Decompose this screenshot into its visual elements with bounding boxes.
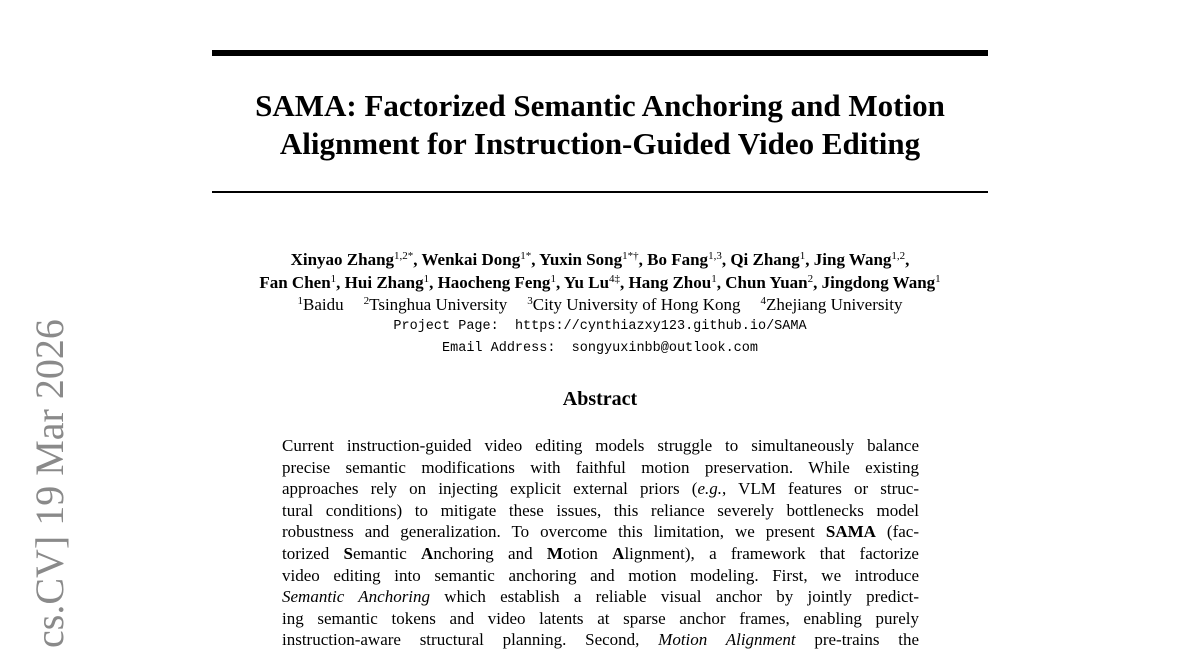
author: [438, 273, 556, 292]
author: [539, 250, 639, 269]
author: [291, 250, 414, 269]
abstract-text: S: [343, 543, 353, 563]
author-affiliation-mark: 1: [711, 273, 717, 285]
abstract-text: instruction-aware structural planning. Second,: [282, 630, 659, 650]
abstract-text: lignment), a framework that factorize: [624, 543, 919, 563]
abstract-text: pre-trains the: [795, 630, 919, 650]
abstract-text: , VLM features or struc-: [722, 479, 919, 499]
paper-title: [150, 87, 1050, 163]
affiliation: [761, 295, 903, 314]
paper-title-line-1: SAMA: Factorized Semantic Anchoring and Motion: [255, 88, 945, 123]
author-name: Jingdong Wang: [821, 273, 936, 292]
author-name: Hui Zhang: [344, 273, 424, 292]
project-page-url[interactable]: https://cynthiazxy123.github.io/SAMA: [514, 319, 807, 334]
author-line-2: Fan Chen$^1$, Hui Zhang$^1$, Haocheng Feng$^1$, Yu $Lu^{4\ddagger}$, Hang Zhou$^1$, Chun Yuan$^2$, Jingdong Wang$^1$: [259, 273, 941, 292]
affiliation-name: Baidu: [303, 295, 344, 314]
abstract-text: which establish a reliable visual anchor by jointly predict-: [430, 587, 919, 607]
author-affiliation-mark: 1: [799, 250, 806, 262]
author-affiliation-mark: 2: [807, 273, 814, 285]
author-name: Bo Fang: [647, 250, 709, 269]
email-value[interactable]: songyuxinbb@outlook.com: [571, 341, 758, 356]
author-name: Jing Wang: [813, 250, 892, 269]
affiliation-list: [120, 294, 1080, 316]
author: [564, 273, 620, 292]
author: [345, 273, 429, 292]
abstract-text: (fac-: [875, 522, 919, 542]
abstract-text: Current instruction-guided video editing models struggle to simultaneously balance: [282, 436, 919, 455]
abstract-text: e.g.: [697, 479, 723, 499]
abstract-text: approaches rely on injecting explicit external priors (: [282, 479, 698, 499]
author-name: Yu Lu: [563, 273, 610, 292]
email-label: Email Address:: [442, 341, 556, 356]
affiliation-name: City University of Hong Kong: [532, 295, 741, 314]
abstract-heading: Abstract: [562, 388, 638, 410]
abstract-line: [282, 457, 919, 479]
author-name: Hang Zhou: [628, 273, 712, 292]
author-name: Xinyao Zhang: [290, 250, 395, 269]
arxiv-side-stamp: cs.CV] 19 Mar 2026: [27, 319, 72, 648]
abstract-text: SAMA: [825, 522, 876, 542]
author: [647, 250, 722, 269]
author-name: Chun Yuan: [725, 273, 808, 292]
abstract-line: [282, 586, 919, 608]
author-affiliation-mark: 4‡: [609, 273, 621, 285]
author-name: Haocheng Feng: [437, 273, 551, 292]
affiliation: [527, 295, 740, 314]
paper-title-line-2: Alignment for Instruction-Guided Video Editing: [279, 126, 921, 161]
author-affiliation-mark: 1: [330, 273, 337, 285]
affiliation: [298, 295, 344, 314]
abstract-line: [282, 500, 919, 522]
abstract-line: [282, 608, 919, 630]
affiliation-name: Zhejiang University: [766, 295, 903, 314]
abstract-text: otion: [562, 543, 613, 563]
abstract-line: [282, 478, 919, 500]
author: [822, 273, 941, 292]
author: [629, 273, 717, 292]
author-name: Fan Chen: [259, 273, 331, 292]
abstract-line: [282, 565, 919, 587]
email-address: [120, 339, 1080, 359]
author-affiliation-mark: 1: [935, 273, 941, 285]
author: [259, 273, 336, 292]
author-name: Yuxin Song: [539, 250, 623, 269]
abstract-text: M: [546, 543, 563, 563]
author: [814, 250, 905, 269]
abstract-text: robustness and generalization. To overcome this limitation, we present: [282, 522, 826, 542]
project-page-label: Project Page:: [393, 319, 499, 334]
author-affiliation-mark: 1,2*: [394, 250, 414, 262]
abstract-text: tural conditions) to mitigate these issues, this reliance severely bottlenecks model: [282, 500, 919, 520]
abstract-text: emantic: [352, 543, 422, 563]
author-affiliation-mark: 1*: [520, 250, 532, 262]
affiliation-name: Tsinghua University: [369, 295, 508, 314]
title-top-rule: [212, 50, 988, 56]
author-affiliation-mark: 1: [550, 273, 556, 285]
title-bottom-rule: [212, 191, 988, 193]
abstract-line: [282, 435, 919, 457]
abstract-text: torized: [282, 543, 344, 563]
affiliation: [364, 295, 508, 314]
abstract-text: nchoring and: [433, 543, 547, 563]
affiliation-mark: 2: [363, 295, 370, 307]
abstract-text: A: [421, 543, 434, 563]
abstract-line: [282, 521, 919, 543]
abstract-line: [282, 543, 919, 565]
abstract-text: Semantic Anchoring: [282, 587, 431, 607]
abstract-text: A: [612, 543, 625, 563]
affiliation-mark: 3: [527, 295, 533, 307]
author-affiliation-mark: 1: [423, 273, 430, 285]
author-affiliation-mark: 1,3: [708, 250, 722, 262]
abstract-body: [282, 435, 919, 651]
affiliation-mark: 4: [760, 295, 767, 307]
abstract-text: Motion Alignment: [658, 630, 796, 650]
author-name: Wenkai Dong: [421, 250, 521, 269]
author: [422, 250, 532, 269]
author: [725, 273, 813, 292]
abstract-text: video editing into semantic anchoring and motion modeling. First, we introduce: [282, 565, 919, 585]
author: [730, 250, 805, 269]
author-name: Qi Zhang: [730, 250, 800, 269]
project-page: [120, 317, 1080, 337]
author-list: [120, 248, 1080, 294]
abstract-text: precise semantic modifications with faithful motion preservation. While existing: [282, 457, 919, 477]
affiliation-mark: 1: [297, 295, 304, 307]
author-affiliation-mark: 1*†: [622, 250, 639, 262]
author-line-1: Xinyao Zhang$^{1,2*}$, Wenkai Dong$^{1*}$, Yuxin Song$^{1*\dagger}$, Bo Fang$^{1,3}$, Qi Zhang$^1$, Jing Wang$^{1,2}$,: [290, 250, 910, 269]
author-affiliation-mark: 1,2: [891, 250, 906, 262]
abstract-text: ing semantic tokens and video latents at sparse anchor frames, enabling purely: [282, 608, 919, 628]
